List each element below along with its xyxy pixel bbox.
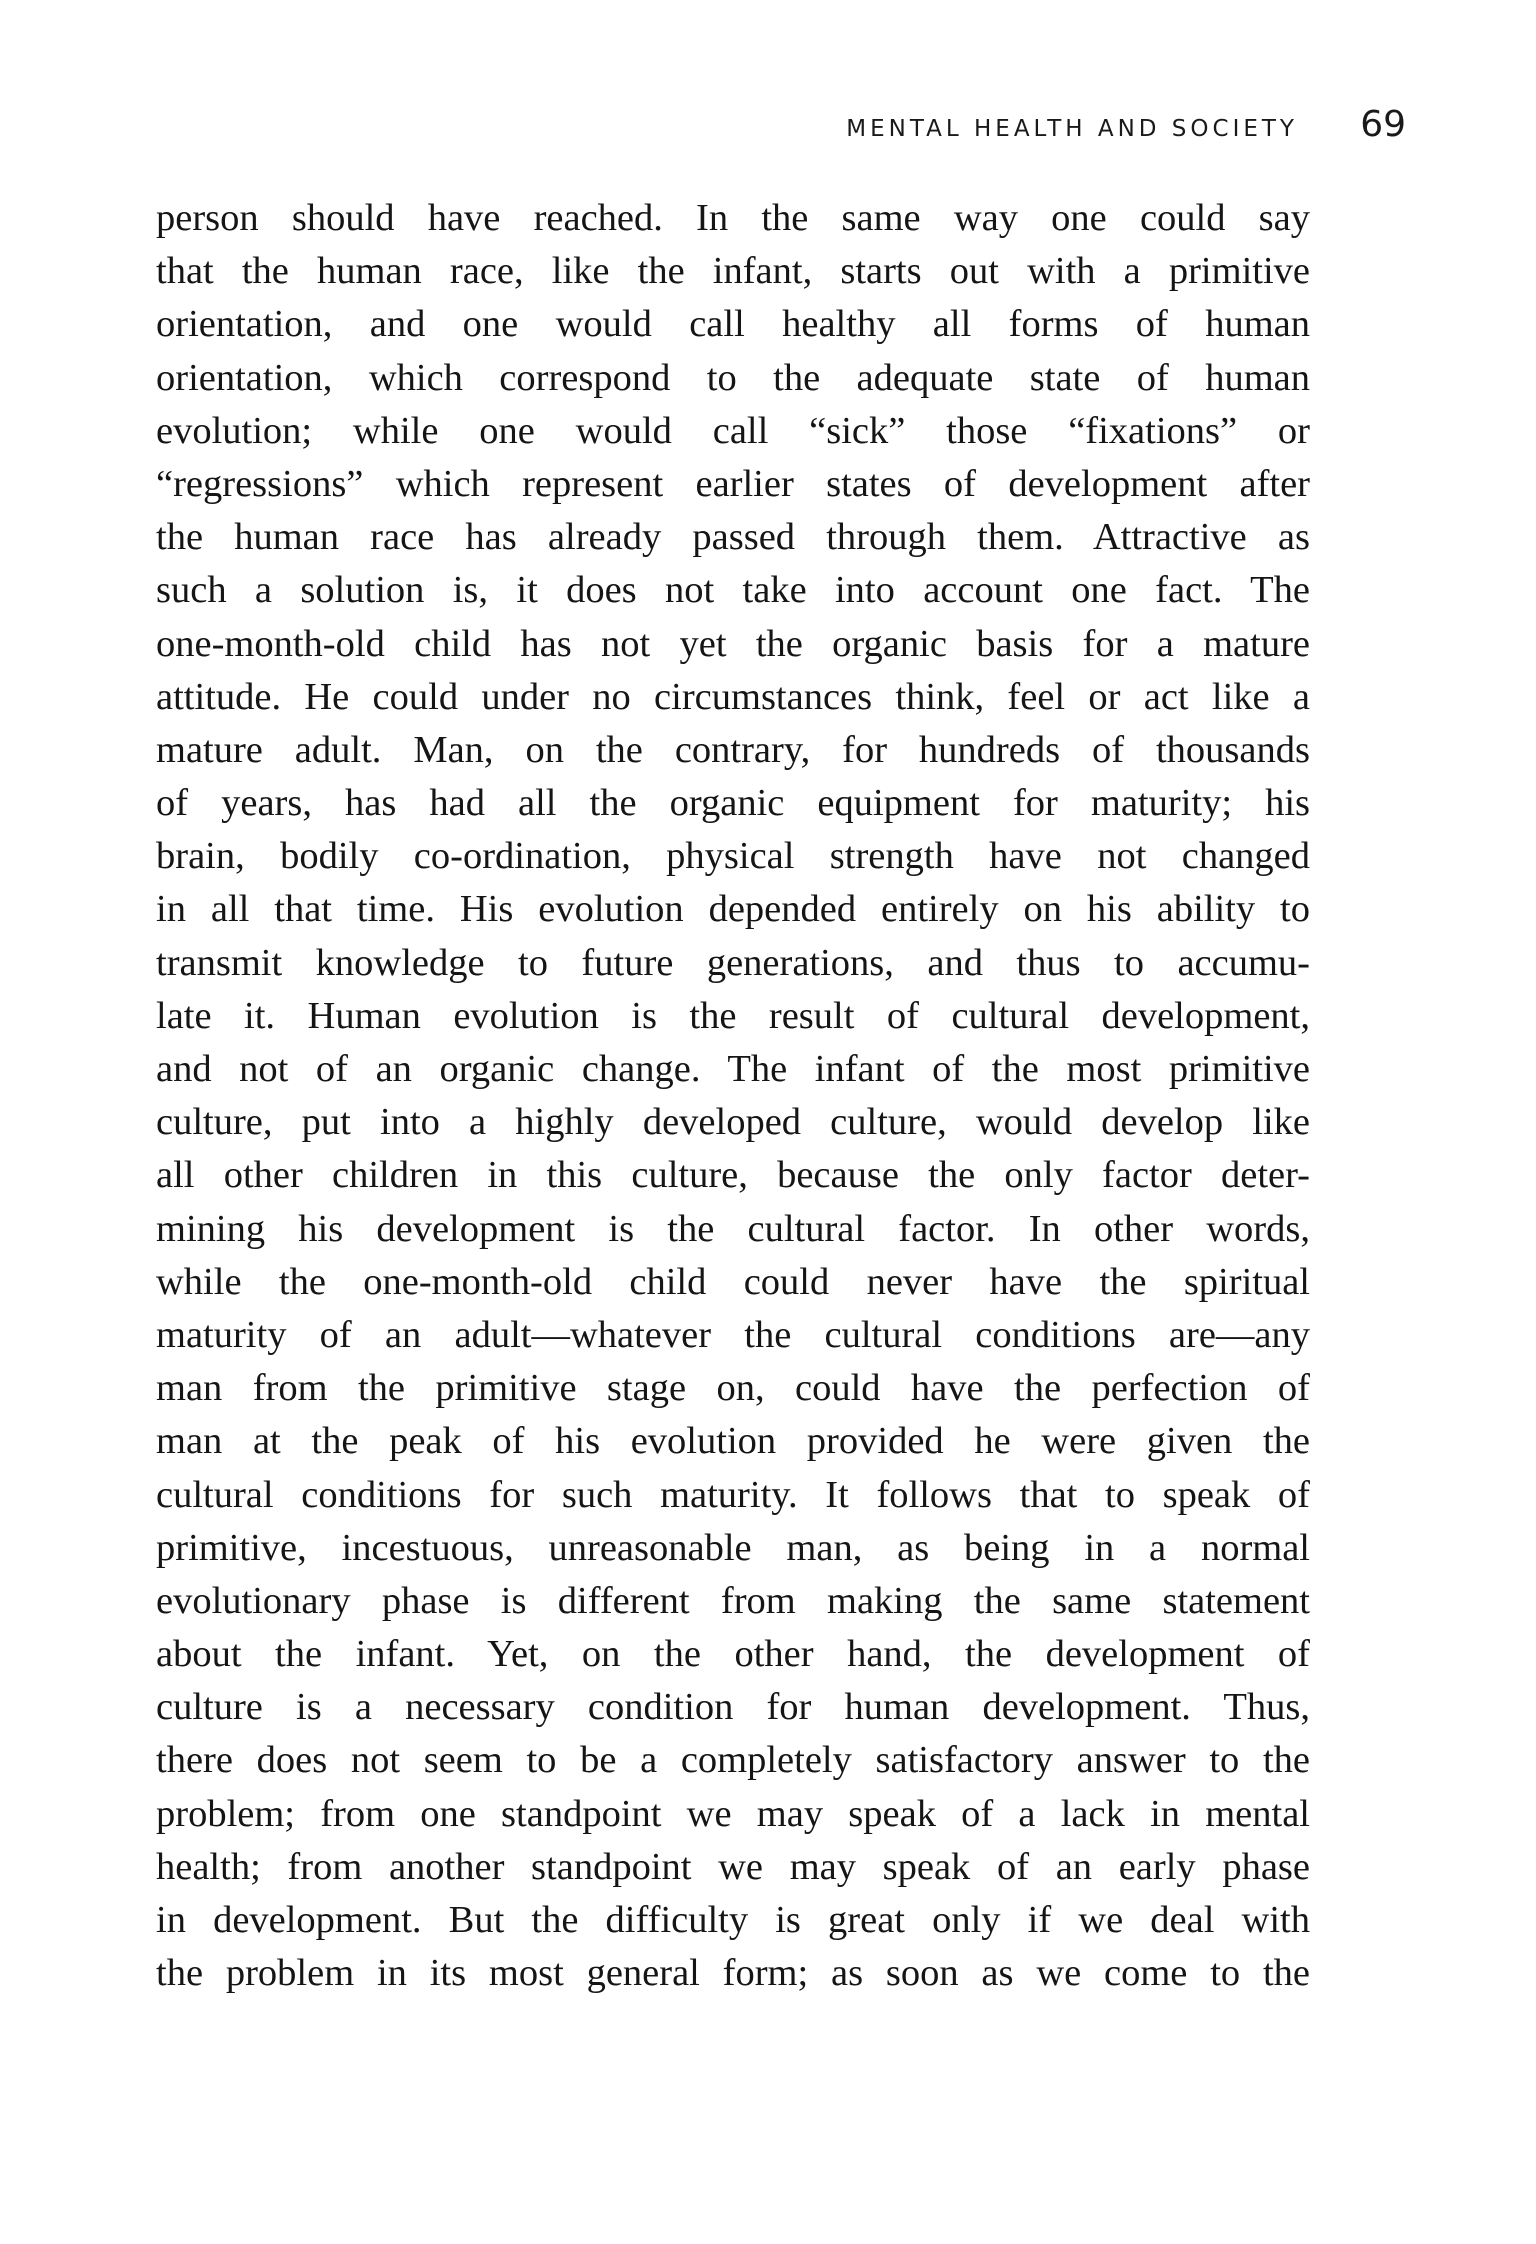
text-line: in all that time. His evolution depended entirely on his ability to [156, 888, 1310, 931]
text-line: health; from another standpoint we may speak of an early phase [156, 1845, 1310, 1888]
text-line: primitive, incestuous, unreasonable man, as being in a normal [156, 1526, 1310, 1569]
text-line: one-month-old child has not yet the organic basis for a mature [156, 622, 1310, 665]
text-line: there does not seem to be a completely satisfactory answer to the [156, 1739, 1310, 1782]
text-line: and not of an organic change. The infant of the most primitive [156, 1048, 1310, 1090]
text-line: mining his development is the cultural factor. In other words, [156, 1207, 1310, 1250]
text-line: transmit knowledge to future generations, and thus to accumu- [156, 941, 1310, 984]
running-title: MENTAL HEALTH AND SOCIETY [846, 116, 1298, 142]
text-line: late it. Human evolution is the result of cultural development, [156, 994, 1310, 1037]
text-line: in development. But the difficulty is great only if we deal with [156, 1899, 1310, 1941]
page-number: 69 [1360, 104, 1406, 145]
text-line: man at the peak of his evolution provided he were given the [156, 1420, 1310, 1463]
text-line: culture, put into a highly developed culture, would develop like [156, 1101, 1310, 1144]
text-line: all other children in this culture, because the only factor deter- [156, 1154, 1310, 1197]
text-line: cultural conditions for such maturity. It follows that to speak of [156, 1473, 1310, 1516]
text-line: evolutionary phase is different from making the same statement [156, 1579, 1310, 1622]
text-line: about the infant. Yet, on the other hand, the development of [156, 1633, 1310, 1676]
body-paragraph [156, 192, 1310, 2000]
text-line: such a solution is, it does not take into account one fact. The [156, 569, 1310, 612]
text-line: the human race has already passed through them. Attractive as [156, 516, 1310, 559]
text-line: maturity of an adult—whatever the cultural conditions are—any [156, 1313, 1310, 1356]
text-line: of years, has had all the organic equipment for maturity; his [156, 782, 1310, 825]
text-line: the problem in its most general form; as soon as we come to the [156, 1952, 1310, 1995]
text-line: brain, bodily co-ordination, physical strength have not changed [156, 835, 1310, 878]
text-line: person should have reached. In the same way one could say [156, 197, 1310, 239]
text-line: orientation, and one would call healthy all forms of human [156, 303, 1310, 346]
text-line: problem; from one standpoint we may speak of a lack in mental [156, 1792, 1310, 1835]
text-line: while the one-month-old child could never have the spiritual [156, 1260, 1310, 1303]
text-line: that the human race, like the infant, starts out with a primitive [156, 250, 1310, 293]
text-line: evolution; while one would call “sick” those “fixations” or [156, 409, 1310, 452]
text-line: attitude. He could under no circumstances think, feel or act like a [156, 675, 1310, 718]
running-head [156, 104, 1406, 164]
text-line: “regressions” which represent earlier states of development after [156, 462, 1310, 505]
text-line: orientation, which correspond to the adequate state of human [156, 356, 1310, 399]
text-line: culture is a necessary condition for human development. Thus, [156, 1686, 1310, 1729]
text-line: man from the primitive stage on, could have the perfection of [156, 1367, 1310, 1410]
text-line: mature adult. Man, on the contrary, for hundreds of thousands [156, 728, 1310, 771]
